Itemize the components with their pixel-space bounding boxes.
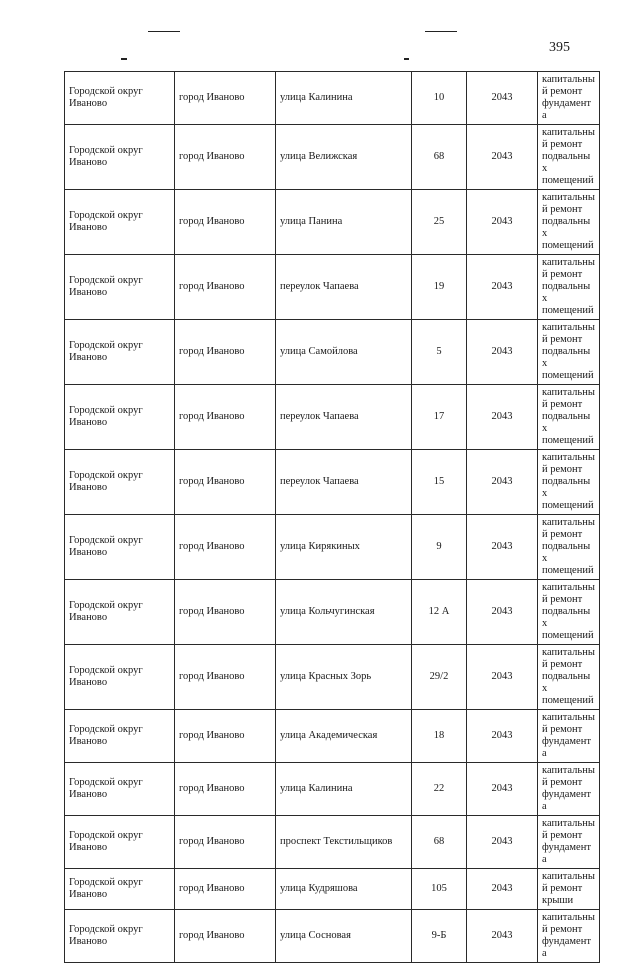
city-cell: город Иваново bbox=[175, 450, 276, 515]
city-cell: город Иваново bbox=[175, 72, 276, 125]
street-cell: переулок Чапаева bbox=[276, 255, 412, 320]
table-row bbox=[65, 190, 600, 255]
work-type-cell: капитальный ремонт подвальных помещений bbox=[538, 320, 600, 385]
year-cell: 2043 bbox=[467, 125, 538, 190]
work-type-cell: капитальный ремонт подвальных помещений bbox=[538, 255, 600, 320]
house-number-cell: 9-Б bbox=[412, 910, 467, 963]
year-cell: 2043 bbox=[467, 72, 538, 125]
house-number-cell: 29/2 bbox=[412, 645, 467, 710]
table-row bbox=[65, 125, 600, 190]
city-cell: город Иваново bbox=[175, 910, 276, 963]
district-cell: Городской округ Иваново bbox=[65, 190, 175, 255]
district-cell: Городской округ Иваново bbox=[65, 72, 175, 125]
table-row bbox=[65, 763, 600, 816]
table-row bbox=[65, 72, 600, 125]
house-number-cell: 68 bbox=[412, 816, 467, 869]
district-cell: Городской округ Иваново bbox=[65, 320, 175, 385]
year-cell: 2043 bbox=[467, 869, 538, 910]
street-cell: улица Сосновая bbox=[276, 910, 412, 963]
table-row bbox=[65, 515, 600, 580]
street-cell: улица Академическая bbox=[276, 710, 412, 763]
street-cell: улица Кирякиных bbox=[276, 515, 412, 580]
street-cell: улица Велижская bbox=[276, 125, 412, 190]
house-number-cell: 15 bbox=[412, 450, 467, 515]
table-row bbox=[65, 450, 600, 515]
year-cell: 2043 bbox=[467, 320, 538, 385]
city-cell: город Иваново bbox=[175, 710, 276, 763]
district-cell: Городской округ Иваново bbox=[65, 515, 175, 580]
house-number-cell: 10 bbox=[412, 72, 467, 125]
year-cell: 2043 bbox=[467, 816, 538, 869]
year-cell: 2043 bbox=[467, 515, 538, 580]
house-number-cell: 25 bbox=[412, 190, 467, 255]
table-row bbox=[65, 910, 600, 963]
district-cell: Городской округ Иваново bbox=[65, 645, 175, 710]
street-cell: улица Панина bbox=[276, 190, 412, 255]
street-cell: улица Калинина bbox=[276, 763, 412, 816]
year-cell: 2043 bbox=[467, 910, 538, 963]
city-cell: город Иваново bbox=[175, 385, 276, 450]
registry-table-body bbox=[65, 72, 600, 963]
year-cell: 2043 bbox=[467, 450, 538, 515]
street-cell: улица Кольчугинская bbox=[276, 580, 412, 645]
city-cell: город Иваново bbox=[175, 580, 276, 645]
year-cell: 2043 bbox=[467, 385, 538, 450]
house-number-cell: 9 bbox=[412, 515, 467, 580]
table-row bbox=[65, 869, 600, 910]
year-cell: 2043 bbox=[467, 190, 538, 255]
table-row bbox=[65, 385, 600, 450]
year-cell: 2043 bbox=[467, 580, 538, 645]
house-number-cell: 105 bbox=[412, 869, 467, 910]
work-type-cell: капитальный ремонт подвальных помещений bbox=[538, 515, 600, 580]
work-type-cell: капитальный ремонт подвальных помещений bbox=[538, 125, 600, 190]
city-cell: город Иваново bbox=[175, 763, 276, 816]
work-type-cell: капитальный ремонт фундамента bbox=[538, 763, 600, 816]
street-cell: проспект Текстильщиков bbox=[276, 816, 412, 869]
city-cell: город Иваново bbox=[175, 190, 276, 255]
city-cell: город Иваново bbox=[175, 816, 276, 869]
city-cell: город Иваново bbox=[175, 869, 276, 910]
street-cell: переулок Чапаева bbox=[276, 385, 412, 450]
city-cell: город Иваново bbox=[175, 125, 276, 190]
work-type-cell: капитальный ремонт подвальных помещений bbox=[538, 580, 600, 645]
district-cell: Городской округ Иваново bbox=[65, 910, 175, 963]
street-cell: улица Кудряшова bbox=[276, 869, 412, 910]
district-cell: Городской округ Иваново bbox=[65, 255, 175, 320]
work-type-cell: капитальный ремонт фундамента bbox=[538, 710, 600, 763]
year-cell: 2043 bbox=[467, 710, 538, 763]
district-cell: Городской округ Иваново bbox=[65, 763, 175, 816]
street-cell: улица Калинина bbox=[276, 72, 412, 125]
city-cell: город Иваново bbox=[175, 515, 276, 580]
street-cell: переулок Чапаева bbox=[276, 450, 412, 515]
district-cell: Городской округ Иваново bbox=[65, 125, 175, 190]
city-cell: город Иваново bbox=[175, 320, 276, 385]
work-type-cell: капитальный ремонт фундамента bbox=[538, 816, 600, 869]
house-number-cell: 5 bbox=[412, 320, 467, 385]
district-cell: Городской округ Иваново bbox=[65, 869, 175, 910]
work-type-cell: капитальный ремонт подвальных помещений bbox=[538, 190, 600, 255]
street-cell: улица Красных Зорь bbox=[276, 645, 412, 710]
page-number: 395 bbox=[549, 40, 570, 55]
scan-artifact-line bbox=[148, 31, 180, 32]
work-type-cell: капитальный ремонт крыши bbox=[538, 869, 600, 910]
table-row bbox=[65, 320, 600, 385]
work-type-cell: капитальный ремонт подвальных помещений bbox=[538, 645, 600, 710]
house-number-cell: 68 bbox=[412, 125, 467, 190]
work-type-cell: капитальный ремонт подвальных помещений bbox=[538, 385, 600, 450]
table-row bbox=[65, 580, 600, 645]
scan-artifact-line bbox=[404, 58, 409, 60]
scan-artifact-line bbox=[425, 31, 457, 32]
year-cell: 2043 bbox=[467, 763, 538, 816]
work-type-cell: капитальный ремонт фундамента bbox=[538, 910, 600, 963]
work-type-cell: капитальный ремонт фундамента bbox=[538, 72, 600, 125]
house-number-cell: 22 bbox=[412, 763, 467, 816]
house-number-cell: 12 А bbox=[412, 580, 467, 645]
table-row bbox=[65, 816, 600, 869]
house-number-cell: 17 bbox=[412, 385, 467, 450]
district-cell: Городской округ Иваново bbox=[65, 385, 175, 450]
district-cell: Городской округ Иваново bbox=[65, 710, 175, 763]
house-number-cell: 19 bbox=[412, 255, 467, 320]
street-cell: улица Самойлова bbox=[276, 320, 412, 385]
year-cell: 2043 bbox=[467, 645, 538, 710]
year-cell: 2043 bbox=[467, 255, 538, 320]
district-cell: Городской округ Иваново bbox=[65, 580, 175, 645]
work-type-cell: капитальный ремонт подвальных помещений bbox=[538, 450, 600, 515]
table-row bbox=[65, 710, 600, 763]
table-row bbox=[65, 645, 600, 710]
district-cell: Городской округ Иваново bbox=[65, 450, 175, 515]
city-cell: город Иваново bbox=[175, 255, 276, 320]
table-row bbox=[65, 255, 600, 320]
city-cell: город Иваново bbox=[175, 645, 276, 710]
house-number-cell: 18 bbox=[412, 710, 467, 763]
registry-table bbox=[64, 71, 600, 963]
scan-artifact-line bbox=[121, 58, 127, 60]
district-cell: Городской округ Иваново bbox=[65, 816, 175, 869]
